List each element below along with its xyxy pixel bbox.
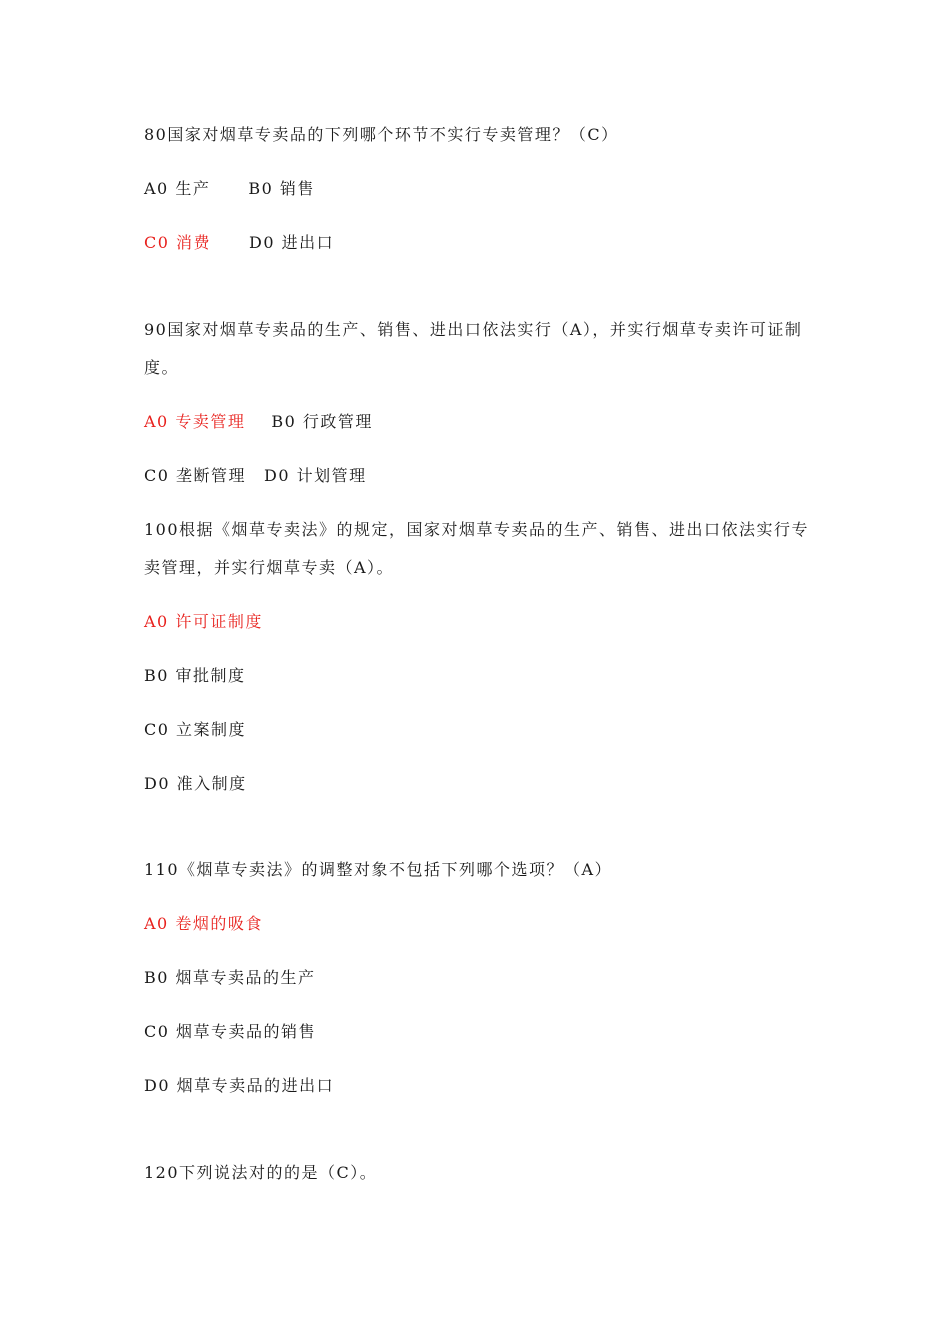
question-9-line-1: 90国家对烟草专卖品的生产、销售、进出口依法实行（A），并实行烟草专卖许可证制 — [144, 320, 803, 339]
question-11-option-b: B0 烟草专卖品的生产 — [144, 968, 316, 987]
question-10-line-1: 100根据《烟草专卖法》的规定，国家对烟草专卖品的生产、销售、进出口依法实行专 — [144, 520, 810, 539]
option-b: B0 行政管理 — [271, 412, 373, 431]
question-8-options-cd — [144, 232, 334, 254]
question-11-option-c: C0 烟草专卖品的销售 — [144, 1022, 317, 1041]
question-9-line-2: 度。 — [144, 358, 180, 377]
question-8-options-ab — [144, 178, 315, 200]
question-10-option-a-answer: A0 许可证制度 — [144, 612, 263, 631]
question-11: 110《烟草专卖法》的调整对象不包括下列哪个选项？（A） — [144, 860, 613, 879]
option-c: C0 垄断管理 — [144, 466, 247, 485]
option-d: D0 进出口 — [249, 233, 335, 252]
option-a: A0 生产 — [144, 179, 211, 198]
question-10-line-2: 卖管理，并实行烟草专卖（A）。 — [144, 558, 395, 577]
option-a-answer: A0 专卖管理 — [144, 412, 246, 431]
question-10-option-d: D0 准入制度 — [144, 774, 247, 793]
question-10-option-b: B0 审批制度 — [144, 666, 246, 685]
question-10-option-c: C0 立案制度 — [144, 720, 247, 739]
question-9-options-cd — [144, 465, 367, 487]
option-d: D0 计划管理 — [264, 466, 367, 485]
question-8: 80国家对烟草专卖品的下列哪个环节不实行专卖管理？（C） — [144, 125, 619, 144]
question-12: 120下列说法对的的是（C）。 — [144, 1163, 378, 1182]
question-11-option-a-answer: A0 卷烟的吸食 — [144, 914, 263, 933]
option-b: B0 销售 — [248, 179, 315, 198]
question-9-options-ab — [144, 411, 373, 433]
question-11-option-d: D0 烟草专卖品的进出口 — [144, 1076, 335, 1095]
option-c-answer: C0 消费 — [144, 233, 212, 252]
